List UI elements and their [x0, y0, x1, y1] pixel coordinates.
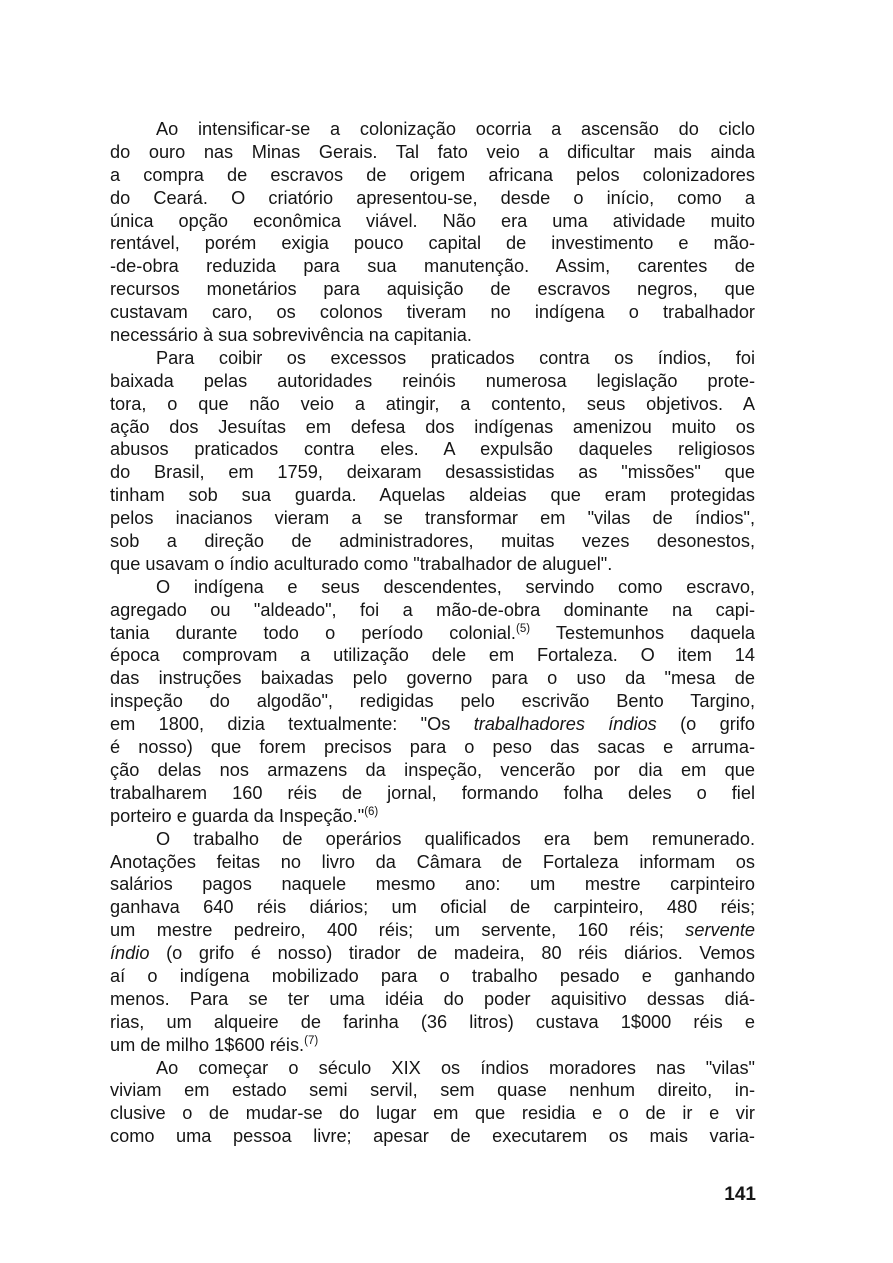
text-run: (o grifo — [656, 714, 755, 735]
text-line — [110, 644, 755, 667]
text-line — [110, 1125, 755, 1148]
text-run: O trabalho de operários qualificados era bem remunerado. — [156, 828, 755, 849]
text-run: inspeção do algodão", redigidas pelo escrivão Bento Targino, — [110, 691, 755, 712]
text-line — [110, 347, 755, 370]
text-line — [110, 210, 755, 233]
text-line — [110, 187, 755, 210]
text-run: clusive o de mudar-se do lugar em que residia e o de ir e vir — [110, 1103, 755, 1124]
text-run: tinham sob sua guarda. Aquelas aldeias que eram protegidas — [110, 485, 755, 506]
text-line — [110, 599, 755, 622]
text-run: rias, um alqueire de farinha (36 litros) custava 1$000 réis e — [110, 1011, 755, 1032]
paragraph — [110, 576, 755, 828]
text-run: a compra de escravos de origem africana pelos colonizadores — [110, 164, 755, 185]
body-text — [110, 118, 755, 1148]
text-line — [110, 782, 755, 805]
text-line — [110, 461, 755, 484]
text-run: porteiro e guarda da Inspeção." — [110, 805, 365, 826]
paragraph — [110, 118, 755, 347]
text-run: um de milho 1$600 réis. — [110, 1034, 305, 1055]
text-run: ação dos Jesuítas em defesa dos indígenas amenizou muito os — [110, 416, 755, 437]
text-run: O indígena e seus descendentes, servindo como escravo, — [156, 576, 755, 597]
text-run: das instruções baixadas pelo governo para o uso da "mesa de — [110, 668, 755, 689]
text-run: que usavam o índio aculturado como "trabalhador de aluguel". — [110, 553, 613, 574]
text-run: (o grifo é nosso) tirador de madeira, 80 réis diários. Vemos — [149, 943, 755, 964]
text-line — [110, 736, 755, 759]
text-run: agregado ou "aldeado", foi a mão-de-obra dominante na capi- — [110, 599, 755, 620]
text-run: um mestre pedreiro, 400 réis; um servente, 160 réis; — [110, 920, 686, 941]
text-line — [110, 942, 755, 965]
text-run: Anotações feitas no livro da Câmara de Fortaleza informam os — [110, 851, 755, 872]
text-line — [110, 1034, 755, 1057]
text-run: custavam caro, os colonos tiveram no indígena o trabalhador — [110, 302, 755, 323]
text-line — [110, 370, 755, 393]
text-line — [110, 805, 755, 828]
text-line — [110, 393, 755, 416]
text-line — [110, 896, 755, 919]
text-run: abusos praticados contra eles. A expulsão daqueles religiosos — [110, 439, 755, 460]
text-line — [110, 484, 755, 507]
text-run: Testemunhos daquela — [530, 622, 755, 643]
paragraph — [110, 1057, 755, 1149]
text-run: baixada pelas autoridades reinóis numerosa legislação prote- — [110, 370, 755, 391]
text-run: menos. Para se ter uma idéia do poder aquisitivo dessas diá- — [110, 988, 755, 1009]
text-line — [110, 1102, 755, 1125]
text-run: rentável, porém exigia pouco capital de investimento e mão- — [110, 233, 755, 254]
text-run: tania durante todo o período colonial. — [110, 622, 516, 643]
paragraph — [110, 347, 755, 576]
text-line — [110, 851, 755, 874]
text-line — [110, 438, 755, 461]
text-line — [110, 416, 755, 439]
text-line — [110, 667, 755, 690]
text-line — [110, 118, 755, 141]
text-line — [110, 965, 755, 988]
text-line — [110, 873, 755, 896]
text-line — [110, 828, 755, 851]
text-line — [110, 141, 755, 164]
text-line — [110, 301, 755, 324]
text-line — [110, 1011, 755, 1034]
text-run: é nosso) que forem precisos para o peso das sacas e arruma- — [110, 737, 755, 758]
footnote-ref: (5) — [515, 622, 531, 635]
text-line — [110, 690, 755, 713]
text-run: época comprovam a utilização dele em Fortaleza. O item 14 — [110, 645, 755, 666]
text-run: tora, o que não veio a atingir, a contento, seus objetivos. A — [110, 393, 755, 414]
text-run: única opção econômica viável. Não era uma atividade muito — [110, 210, 755, 231]
footnote-ref: (7) — [304, 1034, 319, 1047]
text-line — [110, 1057, 755, 1080]
emphasis-text: trabalhadores índios — [473, 714, 657, 735]
text-line — [110, 553, 755, 576]
text-line — [110, 232, 755, 255]
text-run: como uma pessoa livre; apesar de executarem os mais varia- — [110, 1126, 755, 1147]
text-line — [110, 278, 755, 301]
text-line — [110, 255, 755, 278]
text-line — [110, 324, 755, 347]
text-line — [110, 713, 755, 736]
text-run: pelos inacianos vieram a se transformar em "vilas de índios", — [110, 508, 755, 529]
text-run: aí o indígena mobilizado para o trabalho pesado e ganhando — [110, 965, 755, 986]
text-run: do Brasil, em 1759, deixaram desassistidas as "missões" que — [110, 462, 755, 483]
emphasis-text: índio — [110, 943, 150, 964]
text-line — [110, 622, 755, 645]
footnote-ref: (6) — [364, 805, 379, 818]
text-run: Para coibir os excessos praticados contra os índios, foi — [156, 347, 755, 368]
page-number: 141 — [724, 1184, 756, 1205]
text-line — [110, 164, 755, 187]
paragraph — [110, 828, 755, 1057]
text-run: viviam em estado semi servil, sem quase nenhum direito, in- — [110, 1080, 755, 1101]
text-line — [110, 576, 755, 599]
text-line — [110, 759, 755, 782]
text-line — [110, 1079, 755, 1102]
text-line — [110, 507, 755, 530]
text-run: -de-obra reduzida para sua manutenção. Assim, carentes de — [110, 256, 755, 277]
text-run: ganhava 640 réis diários; um oficial de carpinteiro, 480 réis; — [110, 897, 755, 918]
text-line — [110, 530, 755, 553]
text-run: sob a direção de administradores, muitas vezes desonestos, — [110, 531, 755, 552]
text-run: Ao intensificar-se a colonização ocorria a ascensão do ciclo — [156, 119, 755, 139]
text-run: necessário à sua sobrevivência na capitania. — [110, 325, 472, 346]
text-run: salários pagos naquele mesmo ano: um mestre carpinteiro — [110, 874, 755, 895]
text-run: em 1800, dizia textualmente: "Os — [110, 714, 474, 735]
text-run: recursos monetários para aquisição de escravos negros, que — [110, 279, 755, 300]
text-run: do Ceará. O criatório apresentou-se, desde o início, como a — [110, 187, 755, 208]
emphasis-text: servente — [685, 920, 755, 941]
text-run: Ao começar o século XIX os índios moradores nas "vilas" — [156, 1057, 755, 1078]
text-run: ção delas nos armazens da inspeção, vencerão por dia em que — [110, 759, 755, 780]
text-run: do ouro nas Minas Gerais. Tal fato veio a dificultar mais ainda — [110, 141, 755, 162]
text-line — [110, 988, 755, 1011]
text-line — [110, 919, 755, 942]
text-run: trabalharem 160 réis de jornal, formando folha deles o fiel — [110, 782, 755, 803]
